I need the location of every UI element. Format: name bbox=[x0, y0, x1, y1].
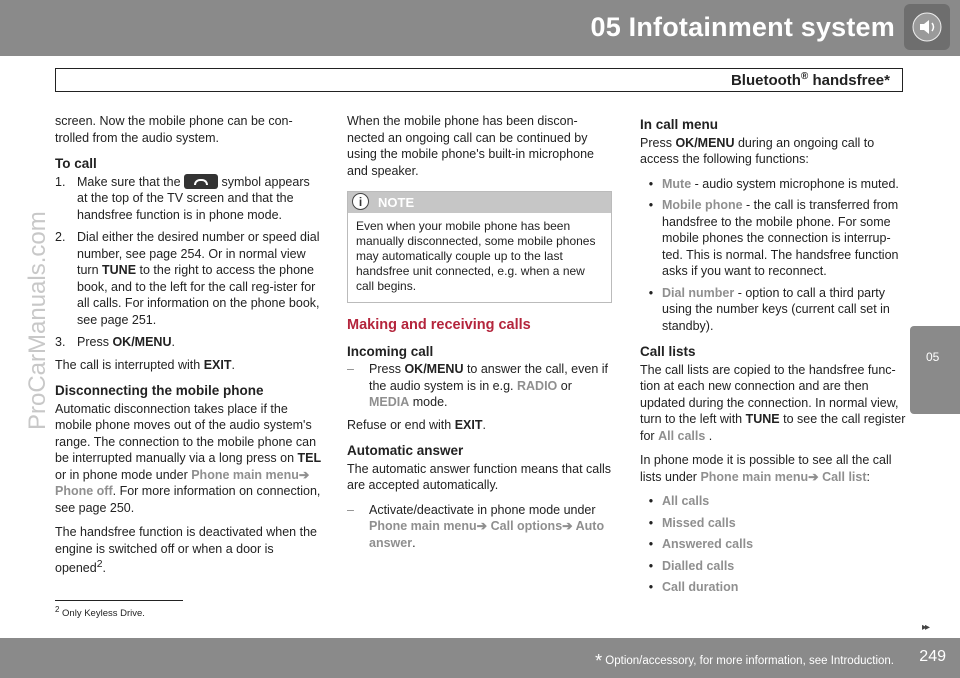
footer-bar bbox=[0, 638, 960, 678]
list-item: • Call duration bbox=[648, 580, 739, 594]
list-item: • Mute - audio system microphone is muted. bbox=[648, 176, 899, 191]
column-left bbox=[55, 113, 323, 585]
note-label: NOTE bbox=[378, 195, 415, 210]
list-item: • Dial number - option to call a third party using the number keys (current call set in standby). bbox=[648, 285, 890, 333]
call-lists-heading: Call lists bbox=[640, 344, 696, 359]
step-3: 3. Press OK/MENU. bbox=[55, 335, 175, 349]
making-calls-heading: Making and receiving calls bbox=[347, 317, 531, 333]
chapter-tab-label: 05 bbox=[926, 350, 940, 364]
column-middle bbox=[347, 113, 612, 557]
list-item: • Missed calls bbox=[648, 515, 736, 530]
intro-text: screen. Now the mobile phone can be con-trolled from the audio system. bbox=[55, 114, 293, 145]
watermark: ProCarManuals.com bbox=[24, 211, 51, 430]
phone-icon bbox=[184, 174, 218, 189]
section-title: Bluetooth® handsfree* bbox=[730, 71, 890, 89]
interrupt-text: The call is interrupted with EXIT. bbox=[55, 357, 235, 372]
deactivated-text: The handsfree function is deactivated when the engine is switched off or when a door is opened$^2$. bbox=[55, 525, 317, 576]
column-right bbox=[640, 113, 908, 601]
in-call-menu-heading: In call menu bbox=[640, 117, 719, 132]
list-item: • All calls bbox=[648, 494, 710, 508]
in-call-menu-text: Press OK/MENU during an ongoing call to access the following functions: bbox=[640, 135, 875, 166]
incoming-call-heading: Incoming call bbox=[347, 343, 434, 359]
chapter-title: 05 Infotainment system bbox=[590, 12, 895, 42]
auto-answer-step: – Activate/deactivate in phone mode under Phone main menu➔ Call options➔ Auto answer. bbox=[347, 502, 605, 550]
step-1: 1. Make sure that the symbol appears at the top of the TV screen and that the handsfree function is in phone mode. bbox=[55, 174, 310, 222]
refuse-text: Refuse or end with EXIT. bbox=[347, 417, 486, 432]
to-call-heading: To call bbox=[55, 156, 97, 171]
note-header bbox=[348, 192, 611, 213]
footnote-divider bbox=[55, 600, 183, 601]
list-item: • Mobile phone - the call is transferred from handsfree to the mobile phone. For some mobile phones the connection is interrup-ted. This is normal. The handsfree function asks if you want to reconnect. bbox=[648, 198, 899, 278]
speaker-icon bbox=[912, 12, 942, 42]
call-lists-text: The call lists are copied to the handsfree func-tion at each new connection and are then updated during the connection. In normal view, turn to the left with TUNE to see the call register for All calls . bbox=[640, 362, 906, 443]
step-2: 2. Dial either the desired number or speed dial number, see page 254. Or in normal view turn TUNE to the right to access the phone book, and to the left for the call reg-ister for all calls. For information on the phone book, see page 251. bbox=[55, 230, 320, 327]
page-number: 249 bbox=[919, 648, 946, 665]
chapter-tab[interactable] bbox=[910, 326, 960, 414]
auto-answer-text: The automatic answer function means that calls are accepted automatically. bbox=[347, 461, 612, 492]
chapter-header-bar bbox=[0, 0, 960, 56]
auto-answer-heading: Automatic answer bbox=[347, 443, 464, 458]
info-icon: i bbox=[352, 193, 369, 210]
resume-text: When the mobile phone has been discon-nected an ongoing call can be continued by using the mobile phone's built-in microphone and speaker. bbox=[347, 114, 594, 178]
footer-note: * Option/accessory, for more information, see Introduction. bbox=[595, 651, 894, 671]
list-item: • Dialled calls bbox=[648, 558, 735, 573]
disconnect-text: Automatic disconnection takes place if the mobile phone moves out of the audio system's range. The connection to the mobile phone can be interrupted manually via a long press on TEL or in phone mode under Phone main menu➔ Phone off. For more information on connection, see page 250. bbox=[55, 401, 322, 515]
list-item: • Answered calls bbox=[648, 537, 754, 551]
footnote: $^2$ Only Keyless Drive. bbox=[55, 605, 145, 620]
next-page-arrows-icon: ▸▸ bbox=[922, 622, 929, 633]
incoming-step: – Press OK/MENU to answer the call, even if the audio system is in e.g. RADIO or MEDIA mode. bbox=[347, 362, 608, 409]
note-box bbox=[347, 191, 612, 303]
disconnect-heading: Disconnecting the mobile phone bbox=[55, 383, 264, 398]
note-body: Even when your mobile phone has been manually disconnected, some mobile phones may automatically couple up to the last handsfree unit connected, e.g. when a new call begins. bbox=[356, 219, 596, 293]
chapter-badge bbox=[904, 4, 950, 50]
section-header bbox=[55, 68, 903, 92]
phone-mode-text: In phone mode it is possible to see all the call lists under Phone main menu➔ Call list: bbox=[640, 453, 892, 484]
